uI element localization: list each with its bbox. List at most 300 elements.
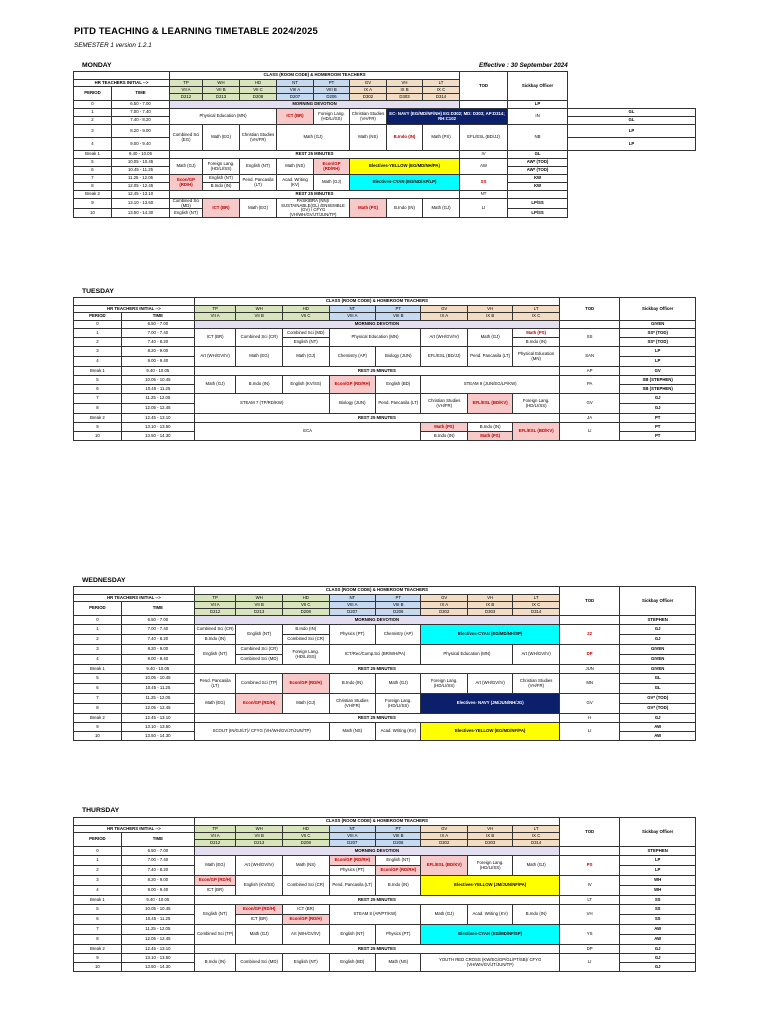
room-code: D302 bbox=[421, 609, 468, 616]
teacher-code: WH bbox=[203, 80, 240, 87]
hr-initial-label: HR TEACHERS INITIAL --> bbox=[74, 80, 170, 87]
sickbay-cell: GJ bbox=[620, 625, 696, 635]
room-code: D302 bbox=[350, 94, 387, 101]
lesson-cell: EFL/ESL (BD/JJ) bbox=[421, 347, 468, 367]
sickbay-cell: LP bbox=[620, 347, 696, 357]
teacher-code: GV bbox=[421, 306, 468, 313]
lesson-cell: Math (NS) bbox=[350, 125, 387, 151]
time-cell: 11.25 - 12.05 bbox=[121, 394, 194, 404]
time-cell: 9.00 - 9.40 bbox=[121, 655, 194, 665]
lesson-cell: Electives-CYAN (EG/MD/AP/LP) bbox=[350, 175, 460, 191]
lesson-cell: B.Indo (IN) bbox=[387, 199, 423, 218]
time-cell: 12.45 - 13.10 bbox=[121, 414, 194, 423]
period-cell: 2 bbox=[74, 338, 122, 347]
period-cell: 7 bbox=[74, 925, 122, 935]
room-code: D208 bbox=[282, 840, 329, 847]
room-code: D213 bbox=[236, 840, 283, 847]
class-room-header: CLASS (ROOM CODE) & HOMEROOM TEACHERS bbox=[194, 298, 559, 306]
class-code: VII A bbox=[194, 313, 236, 321]
class-code: IX A bbox=[350, 87, 387, 94]
lesson-cell: Pend. Pancasila (LT) bbox=[194, 674, 236, 694]
teacher-code: WH bbox=[236, 306, 283, 313]
lesson-cell: Physical Education (MN) bbox=[329, 329, 421, 347]
time-cell: 12.45 - 13.10 bbox=[121, 945, 194, 954]
tod-header: TOD bbox=[559, 298, 619, 321]
period-cell: 4 bbox=[74, 138, 112, 151]
lesson-cell: Christian Studies (VH/FR) bbox=[240, 125, 277, 151]
lesson-cell: Physics (PT) bbox=[376, 925, 421, 945]
room-code: D303 bbox=[468, 840, 513, 847]
rest-row: REST 25 MINUTES bbox=[194, 896, 559, 905]
sickbay-cell: AW bbox=[620, 723, 696, 732]
lesson-cell: ECA bbox=[194, 423, 421, 441]
period-cell: 10 bbox=[74, 963, 122, 972]
sickbay-cell: GIVEN bbox=[620, 655, 696, 665]
morning-devotion: MORNING DEVOTION bbox=[194, 616, 559, 625]
lesson-cell: Physical Education (MN) bbox=[421, 645, 513, 665]
class-room-header: CLASS (ROOM CODE) & HOMEROOM TEACHERS bbox=[194, 587, 559, 595]
lesson-cell: PASKIBRA (NN)/ SUSTAINABLE(GL) /ENSEMBLE (GV) / CFYG (VH/WH/GV/JT/JUN/TP) bbox=[277, 199, 350, 218]
class-code: VIII A bbox=[329, 313, 376, 321]
lesson-cell: Math (NS) bbox=[329, 723, 376, 741]
class-code: VIII B bbox=[314, 87, 350, 94]
period-cell: 4 bbox=[74, 655, 122, 665]
teacher-code: HD bbox=[282, 306, 329, 313]
lesson-cell: Electives-YELLOW (JM/JUN/NF/PA) bbox=[421, 876, 560, 896]
time-cell: 6.50 - 7.00 bbox=[121, 616, 194, 625]
lesson-cell: Math (PS) bbox=[468, 432, 513, 441]
teacher-code: HD bbox=[282, 826, 329, 833]
tod-cell: IV bbox=[460, 151, 508, 159]
time-cell: 9.40 - 10.05 bbox=[121, 367, 194, 376]
lesson-cell: SCOUT (IN/GJ/LT)/ CFYG (VH/WH/GV/JT/JUN/TP) bbox=[194, 723, 329, 741]
room-code: D208 bbox=[282, 609, 329, 616]
class-code: VII C bbox=[282, 313, 329, 321]
period-cell: 2 bbox=[74, 866, 122, 876]
tod-cell: AW bbox=[460, 159, 508, 175]
lesson-cell: Electives-YELLOW (EG/MD/NF/PA) bbox=[421, 723, 560, 741]
class-code: IX A bbox=[421, 313, 468, 321]
morning-devotion: MORNING DEVOTION bbox=[170, 101, 460, 109]
class-code: IX C bbox=[423, 87, 460, 94]
period-cell: 4 bbox=[74, 357, 122, 367]
lesson-cell: Econ/GP (RD/H) bbox=[170, 175, 203, 191]
class-room-header: CLASS (ROOM CODE) & HOMEROOM TEACHERS bbox=[194, 818, 559, 826]
lesson-cell: Math (GJ) bbox=[194, 376, 236, 394]
day-heading-tuesday: TUESDAY bbox=[82, 288, 114, 295]
lesson-cell: Acad. Writing (KV) bbox=[468, 905, 513, 925]
teacher-code: TP bbox=[194, 595, 236, 602]
lesson-cell: B.Indo (IN) bbox=[468, 423, 513, 432]
time-cell: 7.00 - 7.40 bbox=[112, 109, 170, 117]
tod-cell: LI bbox=[559, 954, 619, 972]
time-cell: 9.40 - 10.05 bbox=[121, 665, 194, 674]
tod-cell: LI bbox=[460, 199, 508, 218]
class-code: VIII B bbox=[376, 313, 421, 321]
lesson-cell: Econ/GP (RD/RH) bbox=[376, 866, 421, 876]
time-cell: 13.10 - 13.50 bbox=[121, 723, 194, 732]
lesson-cell: Econ/GP (RD/H) bbox=[194, 876, 236, 886]
sickbay-cell: GIVEN bbox=[620, 321, 696, 329]
class-code: VII C bbox=[282, 833, 329, 840]
time-cell: 10.05 - 10.45 bbox=[121, 905, 194, 915]
lesson-cell: Physical Education (MN) bbox=[513, 347, 560, 367]
teacher-code: TP bbox=[170, 80, 203, 87]
morning-devotion: MORNING DEVOTION bbox=[194, 847, 559, 856]
sickbay-cell: AW bbox=[620, 732, 696, 741]
period-cell: 2 bbox=[74, 117, 112, 125]
lesson-cell: B.Indo (IN) bbox=[236, 376, 283, 394]
sickbay-header: Sickbay Officer bbox=[508, 72, 568, 101]
sickbay-cell: KW bbox=[508, 183, 568, 191]
teacher-code: HD bbox=[240, 80, 277, 87]
lesson-cell: Math (EG) bbox=[236, 347, 283, 367]
teacher-code: PT bbox=[376, 595, 421, 602]
time-cell: 6.50 - 7.00 bbox=[121, 321, 194, 329]
period-cell: 6 bbox=[74, 385, 122, 394]
time-cell: 7.40 - 8.20 bbox=[121, 866, 194, 876]
sickbay-cell: GL bbox=[508, 151, 568, 159]
period-cell: 0 bbox=[74, 321, 122, 329]
sickbay-cell: GIVEN bbox=[620, 665, 696, 674]
lesson-cell: Math (GJ) bbox=[282, 694, 329, 714]
lesson-cell: Math (GJ) bbox=[314, 175, 350, 191]
teacher-code: VH bbox=[468, 306, 513, 313]
time-cell: 9.00 - 9.40 bbox=[112, 138, 170, 151]
lesson-cell: Math (EG) bbox=[240, 199, 277, 218]
teacher-code: VH bbox=[468, 826, 513, 833]
lesson-cell: Physical Education (MN) bbox=[170, 109, 277, 125]
lesson-cell: Electives-YELLOW (EG/MD/NH/PA) bbox=[350, 159, 460, 175]
class-code: IX C bbox=[513, 602, 560, 609]
lesson-cell: Physics (PT) bbox=[329, 625, 376, 645]
timetable-tuesday bbox=[73, 297, 696, 441]
lesson-cell: Electives-CYAN (EG/MD/NF/SP) bbox=[421, 925, 560, 945]
lesson-cell: Foreign Lang. (HD/LI/SS) bbox=[513, 394, 560, 414]
sickbay-cell: GL bbox=[568, 109, 696, 117]
room-code: D207 bbox=[329, 609, 376, 616]
lesson-cell: B.Indo (IN) bbox=[513, 905, 560, 925]
lesson-cell: English (NT) bbox=[240, 159, 277, 175]
sickbay-cell: STEPHEN bbox=[620, 847, 696, 856]
lesson-cell: Math (NS) bbox=[277, 159, 314, 175]
sickbay-cell: KW bbox=[508, 175, 568, 183]
lesson-cell: English (NT) bbox=[194, 645, 236, 665]
period-cell: 5 bbox=[74, 376, 122, 385]
time-cell: 7.00 - 7.40 bbox=[121, 329, 194, 338]
room-code: D212 bbox=[170, 94, 203, 101]
lesson-cell: Math (PS) bbox=[350, 199, 387, 218]
lesson-cell: Econ/GP (RD/RH) bbox=[329, 376, 376, 394]
sickbay-cell: AW bbox=[620, 925, 696, 935]
lesson-cell: ICT/Rec/Comp.Sci (BR/WH/PA) bbox=[329, 645, 421, 665]
time-cell: 7.00 - 7.40 bbox=[121, 625, 194, 635]
lesson-cell: B.Indo (IN) bbox=[329, 674, 376, 694]
period-cell: Break 2 bbox=[74, 414, 122, 423]
lesson-cell: Math (PS) bbox=[421, 423, 468, 432]
class-code: VII B bbox=[236, 833, 283, 840]
sickbay-cell: LP bbox=[568, 125, 696, 138]
time-cell: 7.40 - 8.20 bbox=[121, 635, 194, 645]
teacher-code: TP bbox=[194, 306, 236, 313]
tod-cell: DP bbox=[559, 645, 619, 665]
document-title: PITD TEACHING & LEARNING TIMETABLE 2024/2025 bbox=[74, 26, 318, 37]
lesson-cell: Foreign Lang. (HD/LI/SS) bbox=[314, 109, 350, 125]
class-code: VII B bbox=[236, 602, 283, 609]
time-cell: 8.20 - 9.00 bbox=[121, 347, 194, 357]
sickbay-cell: LP bbox=[568, 138, 696, 151]
class-code: IX B bbox=[468, 602, 513, 609]
sickbay-cell: GV bbox=[620, 367, 696, 376]
lesson-cell: ICT (BR) bbox=[194, 886, 236, 896]
sickbay-cell: LP bbox=[508, 101, 568, 109]
period-cell: 8 bbox=[74, 183, 112, 191]
time-cell: 9.40 - 10.05 bbox=[112, 151, 170, 159]
room-code: D314 bbox=[513, 840, 560, 847]
time-cell: 8.20 - 9.00 bbox=[112, 125, 170, 138]
teacher-code: TP bbox=[194, 826, 236, 833]
period-cell: 10 bbox=[74, 432, 122, 441]
lesson-cell: Chemistry (AP) bbox=[329, 347, 376, 367]
lesson-cell: EFL/ESL (BD/KV) bbox=[421, 856, 468, 876]
lesson-cell: B.Indo (IN) bbox=[194, 635, 236, 645]
lesson-cell: Math (PS) bbox=[423, 125, 460, 151]
tod-cell: DP bbox=[559, 945, 619, 954]
tod-cell: IN bbox=[508, 109, 568, 125]
room-code: D303 bbox=[387, 94, 423, 101]
period-header: PERIOD bbox=[74, 313, 122, 321]
time-cell: 12.45 - 13.10 bbox=[112, 191, 170, 199]
teacher-code: NT bbox=[277, 80, 314, 87]
lesson-cell: ICT (BR) bbox=[277, 109, 314, 125]
teacher-code: LT bbox=[513, 306, 560, 313]
lesson-cell: B.Indo (IN) bbox=[203, 183, 240, 191]
day-heading-thursday: THURSDAY bbox=[82, 807, 120, 814]
period-cell: 9 bbox=[74, 954, 122, 963]
lesson-cell: EC- NAVY (EG/MD/NF/NH) EG:D302; MD: D303; AP:D314; RH:C102 bbox=[387, 109, 508, 125]
time-cell: 9.00 - 9.40 bbox=[121, 886, 194, 896]
lesson-cell: Combined Sci (MD) bbox=[170, 199, 203, 209]
lesson-cell: STEAM 8 (AP/PT/KW) bbox=[329, 905, 421, 925]
lesson-cell: EFL/ESL (BD/JJ) bbox=[460, 125, 508, 151]
tod-header: TOD bbox=[559, 818, 619, 847]
period-cell: Break 2 bbox=[74, 714, 122, 723]
period-cell: 0 bbox=[74, 101, 112, 109]
time-header: TIME bbox=[121, 602, 194, 616]
room-code: D302 bbox=[421, 840, 468, 847]
lesson-cell: Math (GJ) bbox=[513, 856, 560, 876]
time-cell: 10.05 - 10.45 bbox=[112, 159, 170, 167]
tod-cell: PA bbox=[559, 376, 619, 394]
period-cell: 2 bbox=[74, 635, 122, 645]
morning-devotion: MORNING DEVOTION bbox=[194, 321, 559, 329]
period-cell: 9 bbox=[74, 199, 112, 209]
period-cell: 9 bbox=[74, 723, 122, 732]
period-cell: 0 bbox=[74, 616, 122, 625]
period-header: PERIOD bbox=[74, 602, 122, 616]
class-room-header: CLASS (ROOM CODE) & HOMEROOM TEACHERS bbox=[170, 72, 460, 80]
time-cell: 12.05 - 12.45 bbox=[121, 404, 194, 414]
class-code: IX A bbox=[421, 833, 468, 840]
lesson-cell: English (NT) bbox=[282, 954, 329, 972]
time-header: TIME bbox=[112, 87, 170, 101]
teacher-code: GV bbox=[421, 595, 468, 602]
timetable-monday bbox=[73, 71, 696, 218]
lesson-cell: Math (GJ) bbox=[423, 199, 460, 218]
rest-row: REST 25 MINUTES bbox=[194, 665, 559, 674]
tod-cell: YS bbox=[559, 925, 619, 945]
lesson-cell: Math (EG) bbox=[194, 694, 236, 714]
period-cell: Break 1 bbox=[74, 151, 112, 159]
lesson-cell: Combined Sci (MD) bbox=[236, 655, 283, 665]
lesson-cell: Econ/GP (RD/H) bbox=[282, 674, 329, 694]
time-cell: 13.10 - 13.50 bbox=[112, 199, 170, 209]
time-cell: 7.40 - 8.20 bbox=[112, 117, 170, 125]
lesson-cell: Art (WH/GV/IV) bbox=[194, 347, 236, 367]
lesson-cell: Math (GJ) bbox=[468, 329, 513, 347]
lesson-cell: Econ/GP (RD/H) bbox=[236, 905, 283, 915]
room-code: D206 bbox=[376, 609, 421, 616]
sickbay-cell: WH bbox=[620, 886, 696, 896]
tod-cell: PS bbox=[559, 856, 619, 876]
period-cell: 1 bbox=[74, 329, 122, 338]
sickbay-cell: PT bbox=[620, 414, 696, 423]
period-cell: 10 bbox=[74, 732, 122, 741]
time-cell: 6.50 - 7.00 bbox=[121, 847, 194, 856]
lesson-cell: Econ/GP (RD/RH) bbox=[314, 159, 350, 175]
time-cell: 10.05 - 10.45 bbox=[121, 674, 194, 684]
tod-cell: GV bbox=[559, 394, 619, 414]
period-cell: 6 bbox=[74, 915, 122, 925]
period-cell: 5 bbox=[74, 674, 122, 684]
rest-row: REST 25 MINUTES bbox=[170, 151, 460, 159]
lesson-cell: Math (GJ) bbox=[277, 125, 350, 151]
time-cell: 12.05 - 12.45 bbox=[121, 935, 194, 945]
time-header: TIME bbox=[121, 313, 194, 321]
sickbay-header: Sickbay Officer bbox=[620, 298, 696, 321]
room-code: D212 bbox=[194, 840, 236, 847]
teacher-code: HD bbox=[282, 595, 329, 602]
tod-cell: JUN bbox=[559, 665, 619, 674]
lesson-cell: Art (WH/GV/IV) bbox=[421, 329, 468, 347]
teacher-code: PT bbox=[376, 306, 421, 313]
time-cell: 13.50 - 14.30 bbox=[121, 732, 194, 741]
lesson-cell: Foreign Lang. (HD/LI/SS) bbox=[468, 856, 513, 876]
time-cell: 10.45 - 11.25 bbox=[121, 915, 194, 925]
lesson-cell: Electives- NAVY (JM/JUN/NH/JG) bbox=[421, 694, 560, 714]
room-code: D206 bbox=[376, 840, 421, 847]
teacher-code: VH bbox=[468, 595, 513, 602]
rest-row: REST 25 MINUTES bbox=[194, 945, 559, 954]
lesson-cell: B.Indo (IN) bbox=[513, 338, 560, 347]
time-cell: 6.50 - 7.00 bbox=[112, 101, 170, 109]
lesson-cell: Combined Sci (CR) bbox=[236, 329, 283, 347]
time-cell: 8.20 - 9.00 bbox=[121, 645, 194, 655]
sickbay-cell: LP/SS bbox=[508, 199, 568, 209]
sickbay-cell: STEPHEN bbox=[620, 616, 696, 625]
sickbay-cell: GJ bbox=[620, 394, 696, 404]
sickbay-cell: GL bbox=[620, 684, 696, 694]
lesson-cell: Combined Sci (CR) bbox=[282, 635, 329, 645]
teacher-code: VH bbox=[387, 80, 423, 87]
lesson-cell: Pend. Pancasila (LT) bbox=[329, 876, 376, 896]
sickbay-cell: SB (STEPHEN) bbox=[620, 376, 696, 385]
time-cell: 10.05 - 10.45 bbox=[121, 376, 194, 385]
time-cell: 13.10 - 13.50 bbox=[121, 954, 194, 963]
lesson-cell: Math (EG) bbox=[194, 856, 236, 876]
teacher-code: LT bbox=[513, 826, 560, 833]
sickbay-header: Sickbay Officer bbox=[620, 587, 696, 616]
class-code: VIII A bbox=[329, 833, 376, 840]
period-cell: 7 bbox=[74, 175, 112, 183]
day-heading-wednesday: WEDNESDAY bbox=[82, 577, 126, 584]
lesson-cell: Math (GJ) bbox=[421, 905, 468, 925]
room-code: D207 bbox=[329, 840, 376, 847]
sickbay-cell: GJ bbox=[620, 714, 696, 723]
time-cell: 9.00 - 9.40 bbox=[121, 357, 194, 367]
time-cell: 13.50 - 14.30 bbox=[112, 209, 170, 218]
room-code: D314 bbox=[423, 94, 460, 101]
lesson-cell: Foreign Lang. (HD/LI/SS) bbox=[203, 159, 240, 175]
sickbay-cell: LP/SS bbox=[508, 209, 568, 218]
tod-cell: LI bbox=[559, 423, 619, 441]
class-code: IX B bbox=[468, 833, 513, 840]
time-cell: 12.05 - 12.45 bbox=[112, 183, 170, 191]
time-cell: 13.50 - 14.30 bbox=[121, 432, 194, 441]
period-header: PERIOD bbox=[74, 87, 112, 101]
teacher-code: PT bbox=[314, 80, 350, 87]
class-code: IX B bbox=[387, 87, 423, 94]
sickbay-cell: GL bbox=[620, 674, 696, 684]
period-cell: Break 1 bbox=[74, 665, 122, 674]
lesson-cell: English (KV/SS) bbox=[236, 876, 283, 896]
effective-date: Effective : 30 September 2024 bbox=[479, 62, 568, 69]
sickbay-cell: PT bbox=[620, 423, 696, 432]
timetable-thursday bbox=[73, 817, 696, 972]
lesson-cell: Combined Sci (CR) bbox=[236, 645, 283, 655]
lesson-cell: Pend. Pancasila (LT) bbox=[376, 394, 421, 414]
lesson-cell: B.Indo (IN) bbox=[387, 125, 423, 151]
time-cell: 8.20 - 9.00 bbox=[121, 876, 194, 886]
lesson-cell: Christian Studies (VH/FR) bbox=[421, 394, 468, 414]
sickbay-cell: AW* (TOD) bbox=[508, 167, 568, 175]
period-header: PERIOD bbox=[74, 833, 122, 847]
lesson-cell: STEAM 7 (TP/RD/KW) bbox=[194, 394, 329, 414]
lesson-cell: B.Indo (IN) bbox=[282, 625, 329, 635]
period-cell: 1 bbox=[74, 625, 122, 635]
sickbay-cell: AW bbox=[620, 935, 696, 945]
lesson-cell: Acad. Writing (KV) bbox=[376, 723, 421, 741]
class-code: VIII A bbox=[329, 602, 376, 609]
rest-row: REST 25 MINUTES bbox=[170, 191, 460, 199]
time-cell: 7.00 - 7.40 bbox=[121, 856, 194, 866]
sickbay-cell: AW* (TOD) bbox=[508, 159, 568, 167]
lesson-cell: English (NT) bbox=[170, 209, 203, 218]
time-cell: 11.25 - 12.05 bbox=[121, 694, 194, 704]
sickbay-cell: WH bbox=[620, 876, 696, 886]
time-cell: 12.45 - 13.10 bbox=[121, 714, 194, 723]
class-code: VII A bbox=[194, 602, 236, 609]
period-cell: 6 bbox=[74, 684, 122, 694]
time-cell: 10.45 - 11.25 bbox=[121, 385, 194, 394]
sickbay-cell: GV* (TOD) bbox=[620, 694, 696, 704]
period-cell: 1 bbox=[74, 856, 122, 866]
sickbay-cell: GJ bbox=[620, 963, 696, 972]
time-cell: 7.40 - 8.20 bbox=[121, 338, 194, 347]
rest-row: REST 25 MINUTES bbox=[194, 714, 559, 723]
lesson-cell: Foreign Lang. (HD/LI/SS) bbox=[421, 674, 468, 694]
lesson-cell: ICT (BR) bbox=[203, 199, 240, 218]
